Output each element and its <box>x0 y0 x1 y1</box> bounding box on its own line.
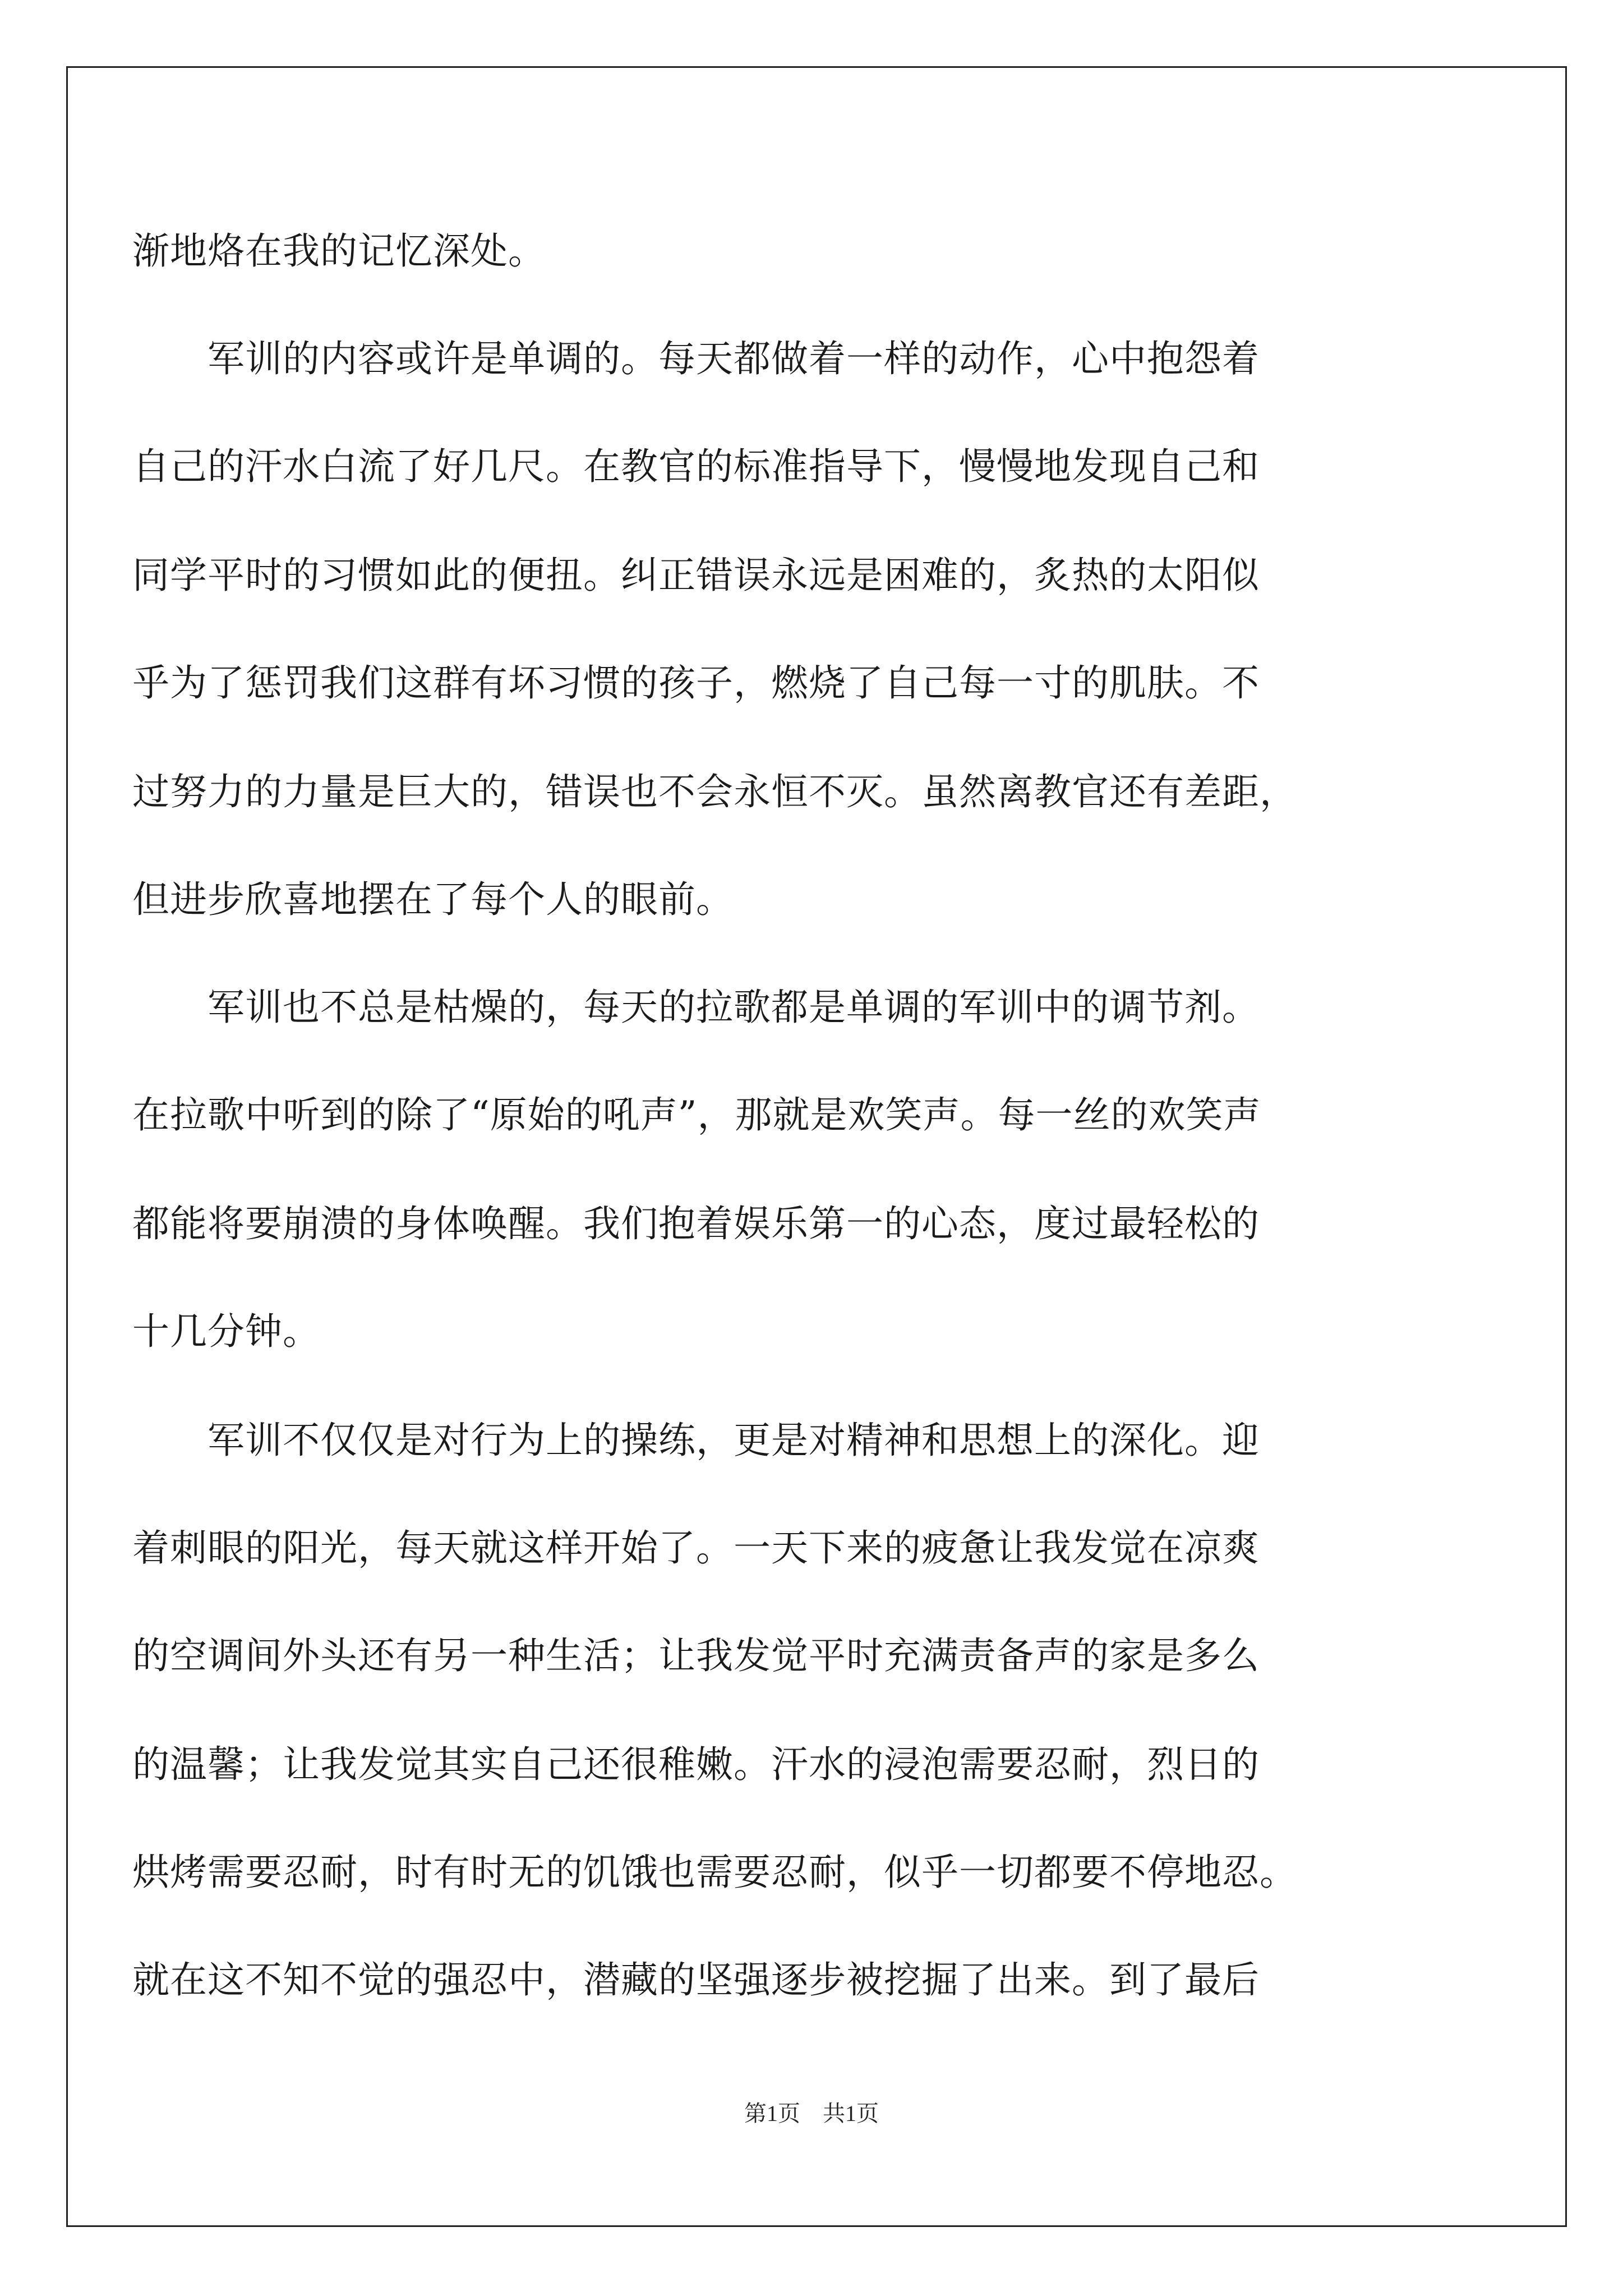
text-line: 军训不仅仅是对行为上的操练，更是对精神和思想上的深化。迎 <box>132 1419 1260 1462</box>
text-line: 乎为了惩罚我们这群有坏习惯的孩子，燃烧了自己每一寸的肌肤。不 <box>132 661 1260 705</box>
text-line: 着刺眼的阳光，每天就这样开始了。一天下来的疲惫让我发觉在凉爽 <box>132 1526 1260 1570</box>
text-line: 就在这不知不觉的强忍中，潜藏的坚强逐步被挖掘了出来。到了最后 <box>132 1958 1260 2001</box>
text-line: 的空调间外头还有另一种生活；让我发觉平时充满责备声的家是多么 <box>132 1634 1260 1677</box>
text-line: 军训也不总是枯燥的，每天的拉歌都是单调的军训中的调节剂。 <box>132 986 1260 1029</box>
text-line: 在拉歌中听到的除了“原始的吼声”，那就是欢笑声。每一丝的欢笑声 <box>132 1093 1261 1137</box>
text-line: 过努力的力量是巨大的，错误也不会永恒不灭。虽然离教官还有差距， <box>132 770 1297 813</box>
text-line: 自己的汗水白流了好几尺。在教官的标准指导下，慢慢地发现自己和 <box>132 445 1260 488</box>
page-number: 第1页 共1页 <box>744 2101 879 2126</box>
text-line: 的温馨；让我发觉其实自己还很稚嫩。汗水的浸泡需要忍耐，烈日的 <box>132 1743 1260 1786</box>
text-line: 同学平时的习惯如此的便扭。纠正错误永远是困难的，炙热的太阳似 <box>132 554 1260 597</box>
page-border <box>66 66 1567 2227</box>
text-line: 烘烤需要忍耐，时有时无的饥饿也需要忍耐，似乎一切都要不停地忍。 <box>132 1851 1297 1894</box>
text-line: 军训的内容或许是单调的。每天都做着一样的动作，心中抱怨着 <box>132 337 1260 380</box>
text-line: 渐地烙在我的记忆深处。 <box>132 229 546 273</box>
text-line: 但进步欣喜地摆在了每个人的眼前。 <box>132 878 734 921</box>
text-line: 都能将要崩溃的身体唤醒。我们抱着娱乐第一的心态，度过最轻松的 <box>132 1202 1260 1245</box>
text-line: 十几分钟。 <box>132 1310 320 1353</box>
